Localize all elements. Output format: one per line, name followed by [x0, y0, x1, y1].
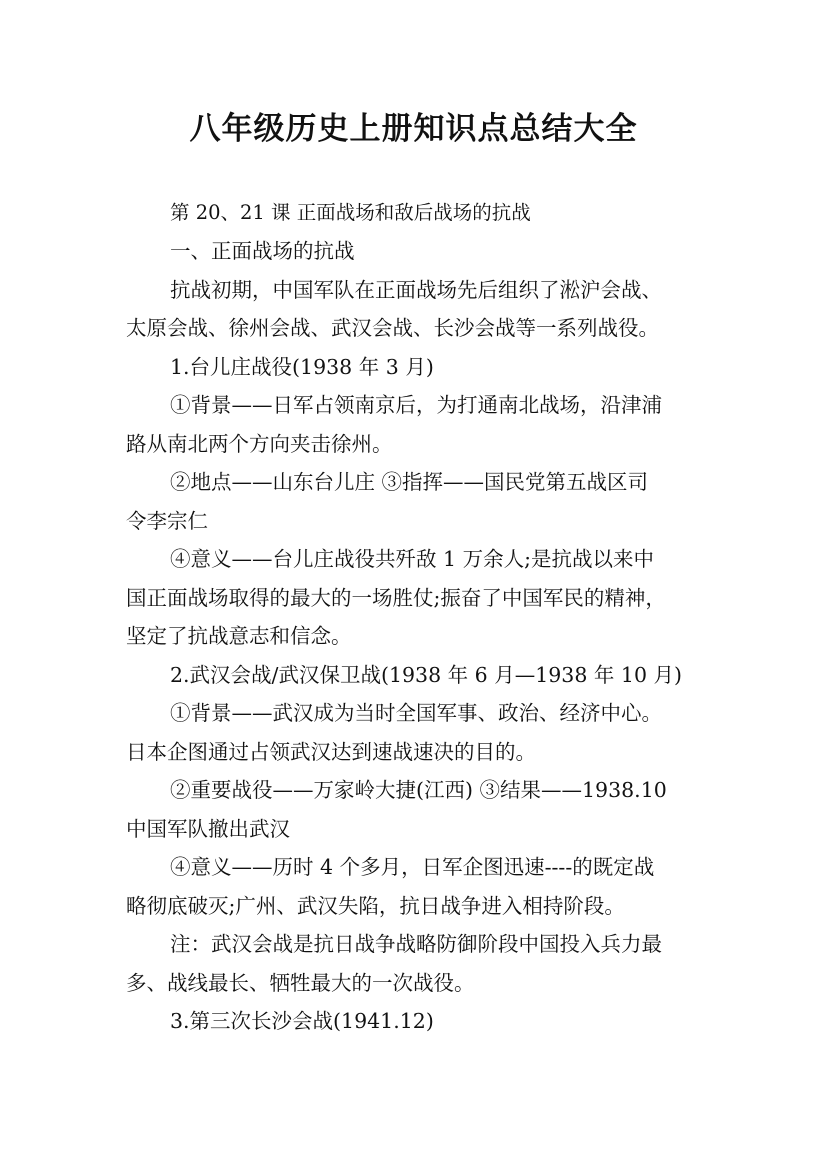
paragraph-line: ②重要战役——万家岭大捷(江西) ③结果——1938.10 [170, 778, 667, 802]
section-heading: 一、正面战场的抗战 [170, 239, 355, 263]
paragraph-line: ④意义——台儿庄战役共歼敌 1 万余人;是抗战以来中 [170, 547, 654, 571]
paragraph-line: ①背景——日军占领南京后，为打通南北战场，沿津浦 [170, 393, 662, 417]
document-title: 八年级历史上册知识点总结大全 [189, 111, 638, 147]
paragraph-line: 太原会战、徐州会战、武汉会战、长沙会战等一系列战役。 [126, 316, 659, 340]
paragraph-line: 抗战初期，中国军队在正面战场先后组织了淞沪会战、 [170, 278, 662, 302]
paragraph-line: ②地点——山东台儿庄 ③指挥——国民党第五战区司 [170, 470, 649, 494]
note-line: 多、战线最长、牺牲最大的一次战役。 [126, 971, 475, 995]
subheading-taierzhuang: 1.台儿庄战役(1938 年 3 月) [170, 355, 434, 379]
paragraph-line: 路从南北两个方向夹击徐州。 [126, 432, 393, 456]
paragraph-line: 中国军队撤出武汉 [126, 817, 290, 841]
subheading-wuhan: 2.武汉会战/武汉保卫战(1938 年 6 月—1938 年 10 月) [170, 663, 683, 687]
subheading-changsha: 3.第三次长沙会战(1941.12) [170, 1009, 434, 1033]
paragraph-line: ①背景——武汉成为当时全国军事、政治、经济中心。 [170, 701, 662, 725]
paragraph-line: 国正面战场取得的最大的一场胜仗;振奋了中国军民的精神， [126, 586, 666, 610]
paragraph-line: 日本企图通过占领武汉达到速战速决的目的。 [126, 740, 536, 764]
paragraph-line: ④意义——历时 4 个多月，日军企图迅速----的既定战 [170, 855, 655, 879]
paragraph-line: 令李宗仁 [126, 509, 208, 533]
note-line: 注：武汉会战是抗日战争战略防御阶段中国投入兵力最 [170, 932, 662, 956]
paragraph-line: 坚定了抗战意志和信念。 [126, 624, 352, 648]
lesson-heading: 第 20、21 课 正面战场和敌后战场的抗战 [170, 201, 531, 224]
paragraph-line: 略彻底破灭;广州、武汉失陷，抗日战争进入相持阶段。 [126, 894, 625, 918]
